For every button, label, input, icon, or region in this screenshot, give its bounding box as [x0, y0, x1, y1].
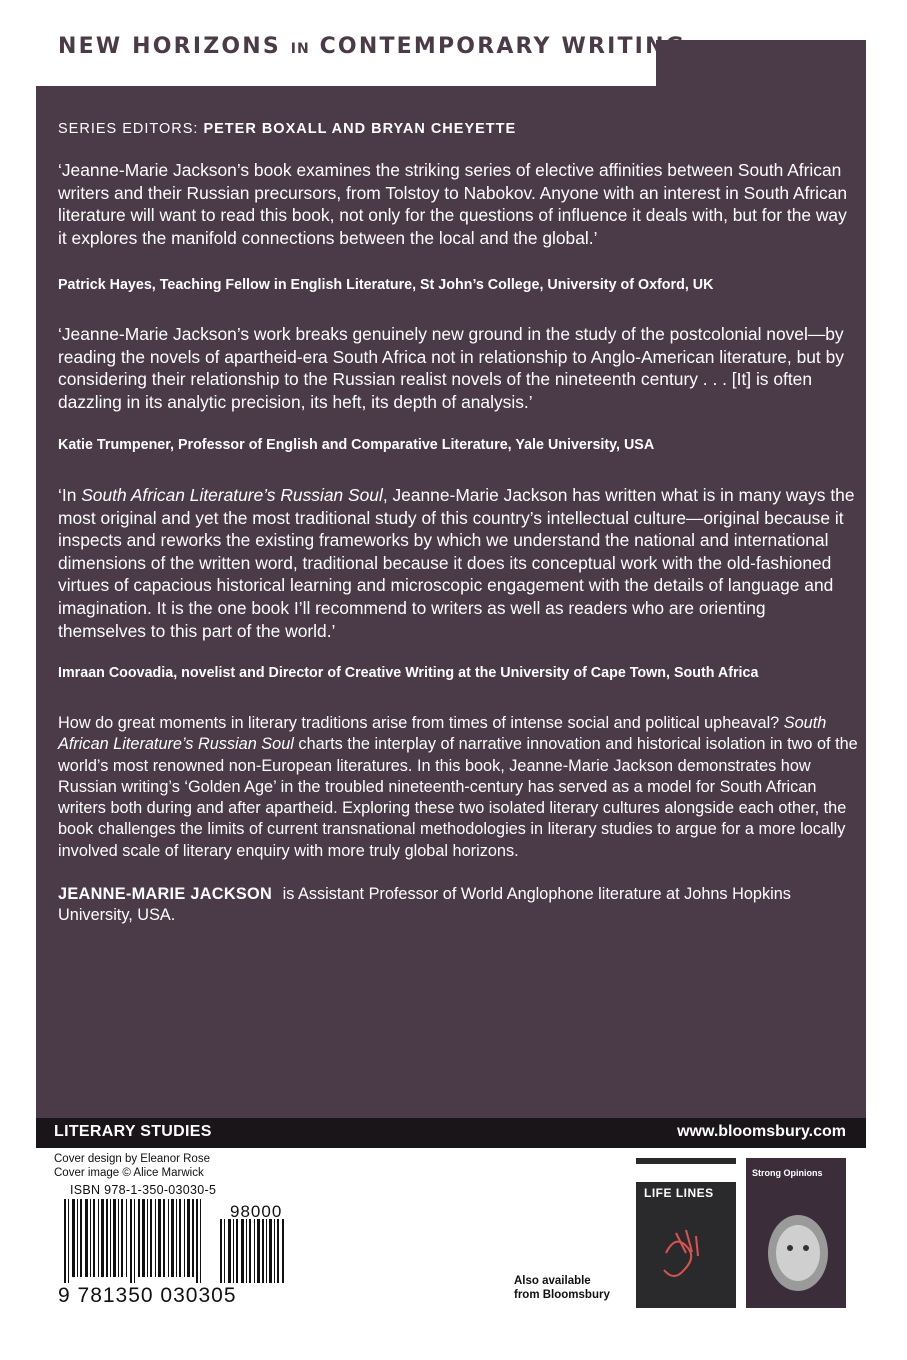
author-name: JEANNE-MARIE JACKSON [58, 885, 273, 903]
book-description: How do great moments in literary traditions arise from times of intense social and political upheaval? South African Literature’s Russian Soul charts the interplay of narrative innovation and historical isolation in two of the world’s most renowned non-European literatures. In this book, Jeanne-Marie Jackson demonstrates how Russian writing’s ‘Golden Age’ in the troubled nineteenth-century has served as a model for South African writers both during and after apartheid. Exploring these two isolated literary cultures alongside each other, the book challenges the limits of current transnational methodologies in literary studies to argue for a more locally involved scale of literary enquiry with more truly global horizons. [58, 714, 858, 860]
category-bar [36, 1118, 866, 1148]
also-available-label: Also available from Bloomsbury [514, 1275, 610, 1301]
publisher-website[interactable]: www.bloomsbury.com [677, 1123, 846, 1140]
series-title: NEW HORIZONS IN CONTEMPORARY WRITING [58, 34, 686, 59]
related-book-title-2: Strong Opinions [752, 1168, 823, 1178]
author-bio: JEANNE-MARIE JACKSON is Assistant Professor of World Anglophone literature at Johns Hopkins University, USA. [58, 885, 791, 925]
hand-illustration-icon [636, 1158, 736, 1308]
cover-credits [54, 1152, 210, 1180]
quote-2: ‘Jeanne-Marie Jackson’s work breaks genuinely new ground in the study of the postcolonial novel—by reading the novels of apartheid-era South Africa not in relationship to Anglo-American literature, but by considering their relationship to the Russian realist novels of the nineteenth century . . . [It] is often dazzling in its analytic precision, its heft, its depth of analysis.’ [58, 324, 844, 412]
series-editors: SERIES EDITORS: PETER BOXALL AND BRYAN CHEYETTE [58, 121, 517, 137]
quote-1: ‘Jeanne-Marie Jackson’s book examines the striking series of elective affinities between South African writers and their Russian precursors, from Tolstoy to Nabokov. Anyone with an interest in South African literature will want to read this book, not only for the questions of influence it deals with, but for the way it explores the manifold connections between the local and the global.’ [58, 160, 848, 248]
quote-3: ‘In South African Literature’s Russian Soul, Jeanne-Marie Jackson has written what is in many ways the most original and yet the most traditional study of this country’s intellectual culture—original because it inspects and reworks the existing frameworks by which we understand the national and international dimensions of the written word, traditional because it does its conceptual work with the old-fashioned virtues of capacious historical learning and microscopic engagement with the details of language and imagination. It is the one book I’ll recommend to writers as well as readers who are orienting themselves to this part of the world.’ [58, 485, 855, 641]
quote-3-attribution: Imraan Coovadia, novelist and Director of Creative Writing at the University of Cape Town, South Africa [58, 665, 759, 681]
barcode-addon-number: 98000 [230, 1202, 283, 1221]
quote-2-attribution: Katie Trumpener, Professor of English and Comparative Literature, Yale University, USA [58, 437, 655, 453]
editor-names: PETER BOXALL AND BRYAN CHEYETTE [203, 121, 517, 137]
portrait-illustration-icon [746, 1158, 846, 1308]
category-label: LITERARY STUDIES [54, 1123, 212, 1140]
quote-1-attribution: Patrick Hayes, Teaching Fellow in English Literature, St John’s College, University of Oxford, UK [58, 277, 714, 293]
related-book-cover-2[interactable] [746, 1158, 846, 1308]
series-title-in: IN [290, 41, 310, 57]
barcode-number: 9 781350 030305 [58, 1284, 237, 1307]
related-book-cover-1[interactable] [636, 1158, 736, 1308]
cover-design-credit: Cover design by Eleanor Rose [54, 1153, 210, 1165]
related-book-title-1: LIFE LINES [644, 1186, 714, 1200]
cover-image-credit: Cover image © Alice Marwick [54, 1167, 204, 1179]
isbn: ISBN 978-1-350-03030-5 [70, 1183, 217, 1197]
